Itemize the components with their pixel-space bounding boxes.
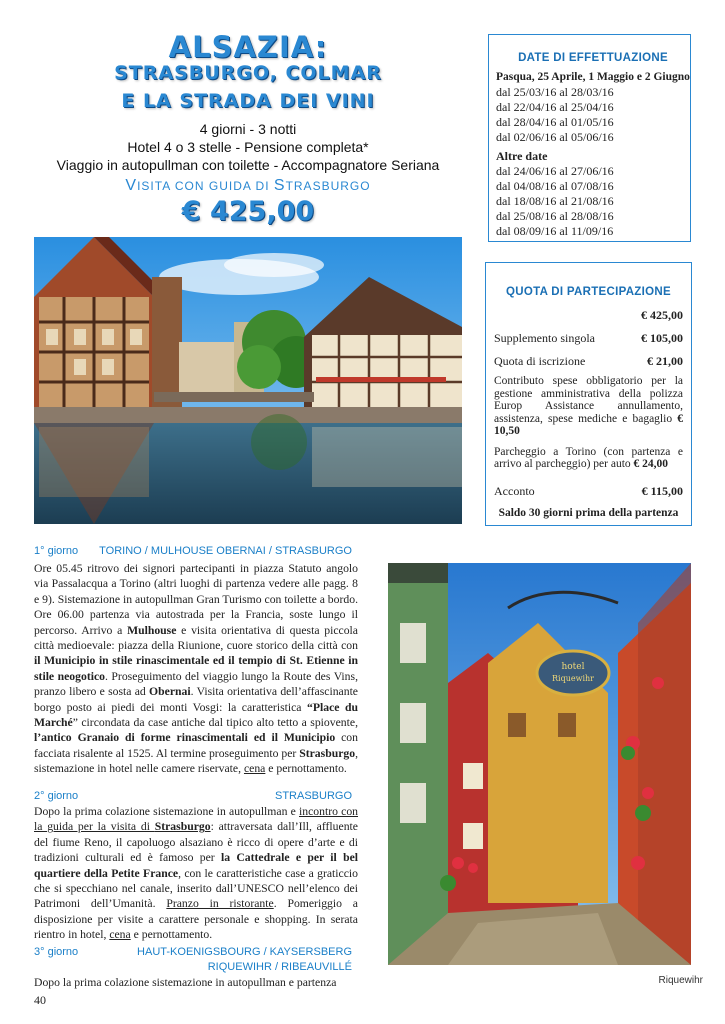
- quota-parcheggio-value: € 24,00: [633, 458, 669, 470]
- quota-iscrizione-value: € 21,00: [647, 354, 683, 368]
- day1-heading: [34, 545, 352, 557]
- quota-supplemento-row: [494, 331, 683, 346]
- quota-box: [485, 262, 692, 526]
- dates-box: [488, 34, 691, 242]
- quota-acconto-row: [494, 484, 683, 499]
- trip-price: € 425,00: [181, 196, 315, 227]
- date-item: dal 22/04/16 al 25/04/16: [496, 100, 614, 114]
- quota-base-row: [494, 308, 683, 323]
- quota-acconto-value: € 115,00: [641, 483, 683, 498]
- dates-group2-list: [496, 164, 690, 239]
- visit-guide-line: VISITA CON GUIDA DI STRASBURGO: [125, 177, 371, 194]
- date-item: dal 25/08/16 al 28/08/16: [496, 209, 614, 223]
- day2-heading: [34, 790, 352, 802]
- title-alsazia: ALSAZIA:: [168, 30, 328, 64]
- title-strasburgo-colmar: STRASBURGO, COLMAR: [114, 62, 382, 84]
- quota-contributo-text: Contributo spese obbligatorio per la gestione amministrativa della polizza Europ Assistance annullamento, assistenza, spese mediche e bagaglio: [494, 375, 683, 425]
- quota-supplemento-label: Supplemento singola: [494, 331, 595, 345]
- day3-heading-line2: [34, 961, 352, 973]
- dates-group2-title: Altre date: [496, 149, 548, 163]
- strasbourg-photo: [34, 237, 462, 524]
- quota-base-value: € 425,00: [641, 308, 683, 322]
- title-strada-dei-vini: E LA STRADA DEI VINI: [121, 90, 375, 112]
- trip-hotel: Hotel 4 o 3 stelle - Pensione completa*: [127, 139, 369, 155]
- quota-iscrizione-row: [494, 354, 683, 369]
- day1-label: 1° giorno: [34, 545, 79, 557]
- quota-iscrizione-label: Quota di iscrizione: [494, 354, 586, 368]
- day2-text: Dopo la prima colazione sistemazione in autopullman e incontro con la guida per la visita di Strasburgo: attraversata dall’Ill, affluente del fiume Reno, il capoluogo alsaziano è ricco di opere d’arte e di tradizioni culturali ed è famoso per la Cattedrale e per il bel quartiere della Petite France, con le caratteristiche case a graticcio che si specchiano nel canale, inserito dall’UNESCO nell’elenco dei Patrimoni dell’Umanità. Pranzo in ristorante. Pomeriggio a disposizione per visite a carattere personale e shopping. In serata rientro in hotel, cena e pernottamento.: [34, 805, 359, 942]
- dates-group1-title: Pasqua, 25 Aprile, 1 Maggio e 2 Giugno: [496, 71, 690, 83]
- sign-text-hotel: hotel: [561, 662, 585, 672]
- day3-text: Dopo la prima colazione sistemazione in autopullman e partenza: [34, 976, 337, 989]
- day2-label: 2° giorno: [34, 790, 79, 802]
- quota-supplemento-value: € 105,00: [641, 331, 683, 345]
- quota-heading: QUOTA DI PARTECIPAZIONE: [506, 286, 671, 298]
- trip-duration: 4 giorni - 3 notti: [199, 121, 297, 137]
- quota-acconto-label: Acconto: [494, 483, 535, 498]
- day1-places: TORINO / MULHOUSE OBERNAI / STRASBURGO: [99, 545, 352, 557]
- quota-parcheggio-text: Parcheggio a Torino (con partenza e arrivo al parcheggio) per auto: [494, 445, 683, 470]
- date-item: dal 28/04/16 al 01/05/16: [496, 115, 614, 129]
- quota-contributo-row: [494, 375, 683, 438]
- day3-label: 3° giorno: [34, 946, 79, 958]
- day3-places1: HAUT-KOENIGSBOURG / KAYSERSBERG: [137, 946, 352, 958]
- day3-places2: RIQUEWIHR / RIBEAUVILLÉ: [207, 961, 352, 973]
- day1-text: Ore 05.45 ritrovo dei signori partecipanti in piazza Statuto angolo via Passalacqua a Torino (altri luoghi di partenza vedere alle pagg. 8 e 9). Sistemazione in autopullman Gran Turismo con toilette a bordo. Ore 06.00 partenza via autostrada per la Francia, soste lungo il percorso. Arrivo a Mulhouse e visita orientativa di questa piccola città medioevale: piazza della Riunione, cuore storico della città con il Municipio in stile rinascimentale ed il tempio di St. Etienne in stile neogotico. Proseguimento del viaggio lungo la Route des Vins, pranzo libero e sosta ad Obernai. Visita orientativa dell’affascinante borgo posto ai piedi dei monti Vosgi: la caratteristica “Place du Marché” circondata da case antiche dal tipico alto tetto a spiovente, l’antico Granaio di forme rinascimentali ed il Municipio con facciata risalente al 1525. Al termine proseguimento per Strasburgo, sistemazione in hotel nelle camere riservate, cena e pernottamento.: [34, 562, 358, 776]
- trip-transport: Viaggio in autopullman con toilette - Accompagnatore Seriana: [56, 157, 440, 173]
- photo-caption: Riquewihr: [658, 975, 703, 986]
- date-item: dal 25/03/16 al 28/03/16: [496, 85, 614, 99]
- riquewihr-photo: [388, 563, 691, 965]
- dates-group1-list: [496, 85, 690, 145]
- quota-saldo: Saldo 30 giorni prima della partenza: [498, 506, 679, 519]
- date-item: dal 02/06/16 al 05/06/16: [496, 130, 614, 144]
- day2-places: STRASBURGO: [274, 790, 352, 802]
- sign-text-name: Riquewihr: [552, 674, 594, 683]
- page-number: 40: [34, 993, 46, 1007]
- date-item: dal 08/09/16 al 11/09/16: [496, 224, 614, 238]
- dates-heading: DATE DI EFFETTUAZIONE: [518, 52, 668, 64]
- date-item: dal 04/08/16 al 07/08/16: [496, 179, 614, 193]
- quota-parcheggio-row: [494, 446, 683, 471]
- quota-contributo-value: € 10,50: [494, 412, 683, 437]
- date-item: dal 18/08/16 al 21/08/16: [496, 194, 614, 208]
- day3-heading: [34, 946, 352, 958]
- date-item: dal 24/06/16 al 27/06/16: [496, 164, 614, 178]
